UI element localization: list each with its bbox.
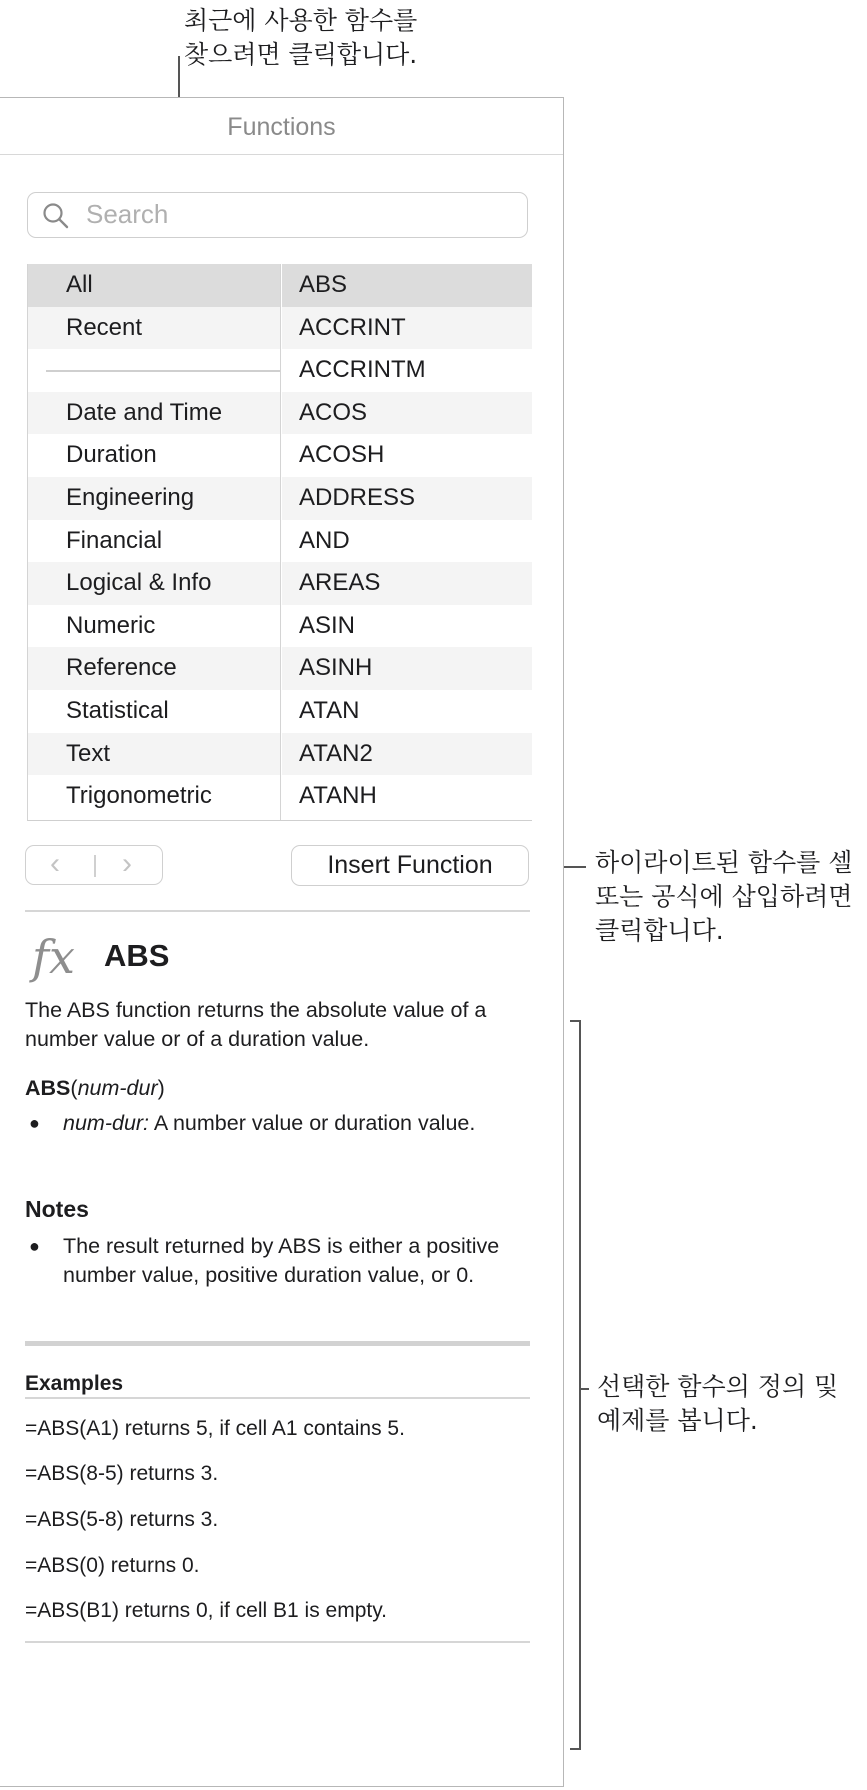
argument-name: num-dur: [63,1111,150,1135]
callout-recent-line1: 최근에 사용한 함수를 [184,6,418,35]
function-item[interactable]: ASIN [299,611,356,639]
category-item[interactable]: Recent [28,307,280,350]
function-item[interactable]: AND [299,526,350,554]
syntax-open: ( [70,1076,78,1100]
category-item[interactable]: Engineering [28,477,280,520]
callout-insert [595,846,852,948]
function-browser [27,264,532,821]
syntax-close: ) [157,1076,165,1100]
functions-panel [0,97,564,1787]
example-line: =ABS(5-8) returns 3. [25,1508,219,1531]
callout-insert-line2: 또는 공식에 삽입하려면 [595,882,853,911]
category-item[interactable]: Statistical [66,696,169,724]
callout-definition-bracket-bottom [570,1748,580,1750]
insert-function-button[interactable]: Insert Function [291,845,529,886]
divider [25,1641,530,1643]
category-item[interactable]: All [28,264,280,307]
bullet-dot: ● [29,1113,40,1133]
callout-definition-bracket-vert [579,1020,581,1750]
function-item[interactable]: ACOSH [299,441,385,469]
callout-recent [184,4,417,72]
function-item[interactable]: ACCRINTM [299,356,426,384]
example-line: =ABS(0) returns 0. [25,1554,200,1577]
argument-text [63,1109,508,1138]
category-item[interactable]: Duration [66,441,157,469]
category-item[interactable]: Logical & Info [28,562,280,605]
notes-text: The result returned by ABS is either a positive number value, positive duration value, or 0. [63,1234,500,1287]
function-description: The ABS function returns the absolute value of a number value or of a duration value. [25,998,487,1051]
function-item[interactable]: ATAN [299,696,360,724]
callout-definition-line2: 예제를 봅니다. [597,1406,758,1435]
function-item[interactable]: ACOS [282,392,532,435]
bullet-dot: ● [29,1236,40,1256]
function-item[interactable]: ATANH [299,782,377,810]
notes-heading: Notes [25,1196,89,1222]
function-title: ABS [104,938,170,973]
syntax-arg: num-dur [77,1076,158,1100]
divider [25,1397,530,1399]
callout-definition-bracket-tick [580,1388,589,1390]
divider [25,910,530,912]
function-list [282,264,532,818]
category-item[interactable]: Date and Time [28,392,280,435]
category-item[interactable]: Reference [28,647,280,690]
history-nav [25,845,163,885]
fx-icon: fx [32,930,75,984]
function-item[interactable]: ATAN2 [282,733,532,776]
callout-recent-line2: 찾으려면 클릭합니다. [184,40,418,69]
category-list [28,264,281,820]
category-item[interactable]: Financial [66,526,163,554]
function-syntax [25,1076,165,1101]
category-separator [28,349,280,392]
examples-divider [25,1341,530,1346]
category-item[interactable]: Text [28,733,280,776]
callout-definition-line1: 선택한 함수의 정의 및 [597,1372,839,1401]
panel-title: Functions [0,98,563,155]
function-item[interactable]: ASINH [282,647,532,690]
example-line: =ABS(8-5) returns 3. [25,1462,219,1485]
function-item[interactable]: ADDRESS [282,477,532,520]
function-item[interactable]: AREAS [282,562,532,605]
category-item[interactable]: Trigonometric [66,782,212,810]
function-item[interactable]: ACCRINT [282,307,532,350]
forward-button[interactable]: › [122,847,132,880]
syntax-name: ABS [25,1076,71,1100]
callout-insert-line1: 하이라이트된 함수를 셀 [595,848,853,877]
search-placeholder: Search [86,199,169,229]
function-item[interactable]: ABS [282,264,532,307]
nav-divider [94,855,96,877]
search-field[interactable] [27,192,528,238]
back-button[interactable]: ‹ [50,847,60,880]
example-line: =ABS(B1) returns 0, if cell B1 is empty. [25,1599,387,1622]
examples-heading: Examples [25,1372,124,1395]
argument-description: A number value or duration value. [149,1111,476,1135]
search-icon [42,202,70,230]
callout-definition [597,1370,838,1438]
example-line: =ABS(A1) returns 5, if cell A1 contains 5. [25,1417,405,1440]
category-item[interactable]: Numeric [66,611,156,639]
callout-insert-line3: 클릭합니다. [595,916,724,945]
